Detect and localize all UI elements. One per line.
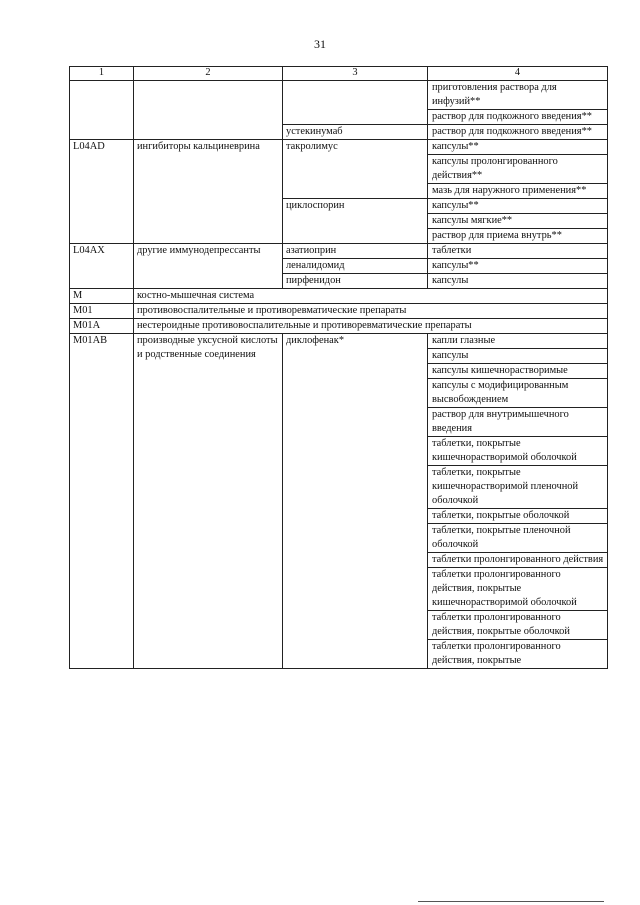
- form-cell: капсулы с модифицированным высвобождением: [428, 379, 608, 408]
- form-cell: капсулы**: [428, 140, 608, 155]
- form-cell: раствор для приема внутрь**: [428, 229, 608, 244]
- form-cell: раствор для внутримышечного введения: [428, 408, 608, 437]
- drug-cell: диклофенак*: [283, 334, 428, 669]
- footer-rule: [418, 901, 604, 902]
- form-cell: капли глазные: [428, 334, 608, 349]
- column-header: 1: [70, 67, 134, 81]
- table-header-row: [70, 67, 608, 81]
- column-header: 2: [134, 67, 283, 81]
- group-cell: костно-мышечная система: [134, 289, 608, 304]
- drug-cell: такролимус: [283, 140, 428, 199]
- form-cell: таблетки: [428, 244, 608, 259]
- drug-cell: [283, 81, 428, 125]
- code-cell: M01AB: [70, 334, 134, 669]
- code-cell: M: [70, 289, 134, 304]
- group-cell: ингибиторы кальциневрина: [134, 140, 283, 244]
- drug-cell: устекинумаб: [283, 125, 428, 140]
- drug-table: [69, 66, 608, 669]
- group-cell: нестероидные противовоспалительные и противоревматические препараты: [134, 319, 608, 334]
- page-number: 31: [314, 37, 326, 51]
- group-cell: противовоспалительные и противоревматические препараты: [134, 304, 608, 319]
- form-cell: приготовления раствора для инфузий**: [428, 81, 608, 110]
- table-row: [70, 334, 608, 349]
- form-cell: мазь для наружного применения**: [428, 184, 608, 199]
- form-cell: капсулы кишечнорастворимые: [428, 364, 608, 379]
- form-cell: капсулы мягкие**: [428, 214, 608, 229]
- drug-cell: пирфенидон: [283, 274, 428, 289]
- form-cell: таблетки пролонгированного действия, покрытые оболочкой: [428, 611, 608, 640]
- table-row: [70, 319, 608, 334]
- code-cell: L04AX: [70, 244, 134, 289]
- column-header: 4: [428, 67, 608, 81]
- drug-cell: азатиоприн: [283, 244, 428, 259]
- group-cell: другие иммунодепрессанты: [134, 244, 283, 289]
- drug-cell: циклоспорин: [283, 199, 428, 244]
- form-cell: капсулы**: [428, 259, 608, 274]
- form-cell: капсулы пролонгированного действия**: [428, 155, 608, 184]
- table-row: [70, 289, 608, 304]
- code-cell: M01: [70, 304, 134, 319]
- form-cell: таблетки, покрытые оболочкой: [428, 509, 608, 524]
- code-cell: L04AD: [70, 140, 134, 244]
- group-cell: производные уксусной кислоты и родственные соединения: [134, 334, 283, 669]
- form-cell: раствор для подкожного введения**: [428, 125, 608, 140]
- form-cell: таблетки, покрытые пленочной оболочкой: [428, 524, 608, 553]
- column-header: 3: [283, 67, 428, 81]
- form-cell: таблетки пролонгированного действия, покрытые кишечнорастворимой оболочкой: [428, 568, 608, 611]
- drug-cell: леналидомид: [283, 259, 428, 274]
- code-cell: [70, 81, 134, 140]
- code-cell: M01A: [70, 319, 134, 334]
- form-cell: капсулы: [428, 349, 608, 364]
- form-cell: капсулы**: [428, 199, 608, 214]
- form-cell: таблетки, покрытые кишечнорастворимой оболочкой: [428, 437, 608, 466]
- table-row: [70, 81, 608, 110]
- form-cell: раствор для подкожного введения**: [428, 110, 608, 125]
- form-cell: таблетки пролонгированного действия: [428, 553, 608, 568]
- group-cell: [134, 81, 283, 140]
- table-row: [70, 244, 608, 259]
- form-cell: капсулы: [428, 274, 608, 289]
- table-row: [70, 140, 608, 155]
- table-row: [70, 304, 608, 319]
- form-cell: таблетки пролонгированного действия, покрытые: [428, 640, 608, 669]
- form-cell: таблетки, покрытые кишечнорастворимой пленочной оболочкой: [428, 466, 608, 509]
